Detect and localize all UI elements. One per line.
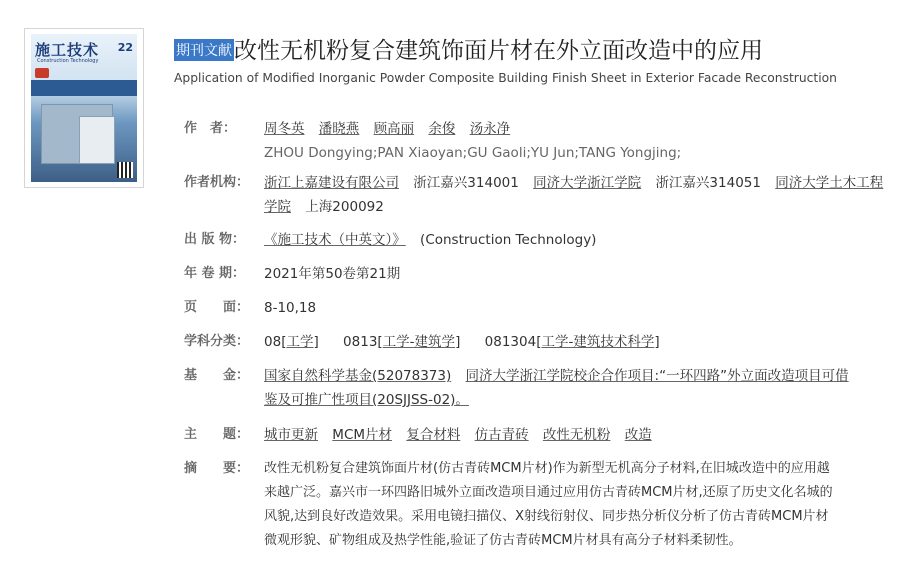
affiliation-link[interactable]: 同济大学浙江学院 bbox=[533, 175, 642, 191]
publication-row bbox=[184, 228, 596, 252]
pages-label: 页 面： bbox=[184, 300, 250, 315]
keywords-row bbox=[184, 423, 652, 447]
cover-journal-title: 施工技术 bbox=[35, 41, 100, 59]
abstract-line: 来越广泛。嘉兴市一环四路旧城外立面改造项目通过应用仿古青砖MCM片材,还原了历史文化名城的 bbox=[264, 485, 833, 500]
abstract-row bbox=[184, 457, 884, 553]
keyword-link[interactable]: 改造 bbox=[624, 427, 652, 443]
author-link[interactable]: 潘晓燕 bbox=[318, 121, 360, 137]
keyword-link[interactable]: 改性无机粉 bbox=[542, 427, 611, 443]
subjects-row bbox=[184, 330, 660, 354]
doc-type-badge: 期刊文献 bbox=[174, 39, 234, 61]
journal-link[interactable]: 《施工技术（中英文）》 bbox=[264, 232, 406, 248]
fund-link[interactable]: 国家自然科学基金(52078373) bbox=[264, 368, 452, 384]
subject-link[interactable]: 工学 bbox=[286, 334, 314, 350]
authors-value bbox=[264, 117, 681, 165]
journal-cover-image[interactable] bbox=[24, 28, 144, 188]
article-title-row bbox=[174, 32, 890, 65]
author-link[interactable]: 顾高丽 bbox=[373, 121, 415, 137]
volume-row bbox=[184, 262, 400, 286]
keywords-value bbox=[264, 423, 652, 447]
author-link[interactable]: 汤永净 bbox=[469, 121, 511, 137]
volume-label: 年 卷 期： bbox=[184, 266, 246, 281]
abstract-value bbox=[264, 457, 833, 553]
article-title: 改性无机粉复合建筑饰面片材在外立面改造中的应用 bbox=[234, 38, 763, 64]
subject-link[interactable]: 工学-建筑技术科学 bbox=[541, 334, 655, 350]
affiliation-address: 浙江嘉兴314001 bbox=[413, 175, 519, 191]
funding-value bbox=[264, 364, 849, 412]
affiliation-link-cont[interactable]: 学院 bbox=[264, 199, 291, 215]
keywords-label: 主 题： bbox=[184, 427, 250, 442]
keyword-link[interactable]: 城市更新 bbox=[264, 427, 318, 443]
abstract-line: 风貌,达到良好改造效果。采用电镜扫描仪、X射线衍射仪、同步热分析仪分析了仿古青砖MCM片材 bbox=[264, 509, 829, 524]
subject-code: 08 bbox=[264, 334, 282, 350]
affiliation-link[interactable]: 同济大学土木工程 bbox=[775, 175, 884, 191]
abstract-line: 改性无机粉复合建筑饰面片材(仿古青砖MCM片材)作为新型无机高分子材料,在旧城改造中的应用越 bbox=[264, 461, 830, 476]
affiliations-label: 作者机构： bbox=[184, 175, 250, 190]
authors-en: ZHOU Dongying;PAN Xiaoyan;GU Gaoli;YU Jun;TANG Yongjing; bbox=[264, 145, 682, 161]
authors-row bbox=[184, 117, 681, 165]
cover-journal-en: Construction Technology bbox=[37, 58, 99, 64]
author-link[interactable]: 余俊 bbox=[428, 121, 456, 137]
journal-en: (Construction Technology) bbox=[420, 232, 597, 248]
abstract-line: 微观形貌、矿物组成及热学性能,验证了仿古青砖MCM片材具有高分子材料柔韧性。 bbox=[264, 533, 742, 548]
fund-link[interactable]: 同济大学浙江学院校企合作项目:“一环四路”外立面改造项目可借 bbox=[465, 368, 849, 384]
funding-label: 基 金： bbox=[184, 368, 250, 383]
article-title-en: Application of Modified Inorganic Powder Composite Building Finish Sheet in Exterior Facade Reconstruction bbox=[174, 71, 837, 85]
keyword-link[interactable]: 仿古青砖 bbox=[474, 427, 529, 443]
cover-building-image-2 bbox=[79, 116, 115, 164]
volume-value: 2021年第50卷第21期 bbox=[264, 266, 401, 282]
subject-code: 081304 bbox=[484, 334, 537, 350]
keyword-link[interactable]: 复合材料 bbox=[406, 427, 461, 443]
affiliations-value bbox=[264, 171, 883, 219]
fund-link-cont[interactable]: 鉴及可推广性项目(20SJJSS-02)。 bbox=[264, 392, 469, 408]
funding-row bbox=[184, 364, 876, 412]
subjects-value: 08[工学] 0813[工学-建筑学] 081304[工学-建筑技术科学] bbox=[264, 334, 660, 350]
subject-code: 0813 bbox=[343, 334, 378, 350]
publication-label: 出 版 物： bbox=[184, 232, 246, 247]
affiliation-address: 浙江嘉兴314051 bbox=[655, 175, 761, 191]
cover-art bbox=[31, 34, 137, 182]
affiliation-link[interactable]: 浙江上嘉建设有限公司 bbox=[264, 175, 399, 191]
cover-issue-number: 22 bbox=[117, 41, 133, 54]
subject-link[interactable]: 工学-建筑学 bbox=[382, 334, 456, 350]
qr-code-icon bbox=[117, 162, 133, 178]
abstract-label: 摘 要： bbox=[184, 461, 250, 476]
cover-band bbox=[31, 80, 137, 96]
keyword-link[interactable]: MCM片材 bbox=[332, 427, 393, 443]
author-link[interactable]: 周冬英 bbox=[264, 121, 305, 137]
pages-value: 8-10,18 bbox=[264, 300, 317, 316]
publication-value bbox=[264, 228, 596, 252]
affiliations-row bbox=[184, 171, 884, 219]
cover-logo-icon bbox=[35, 68, 49, 78]
affiliation-address: 上海200092 bbox=[305, 199, 384, 215]
pages-row bbox=[184, 296, 316, 320]
authors-label: 作 者： bbox=[184, 121, 237, 136]
subjects-label: 学科分类： bbox=[184, 334, 250, 349]
